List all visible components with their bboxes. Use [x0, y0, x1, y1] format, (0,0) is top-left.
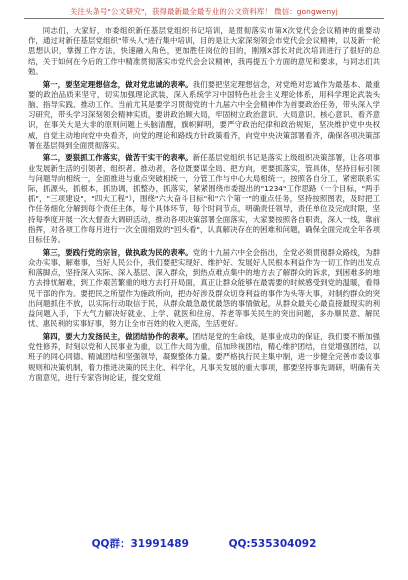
paragraph-text: 党的十九届六中全会指出，全党必须贯彻群众路线，为群众办实事、解难事，当好人民公仆，我们要把实现好、维护好、发展好人民根本利益作为一切工作的出发点和落脚点，坚持深入实际、深入基层、深入群众，到热点难点集中的地方去了解群众的诉求，到困难多的地方去排忧解难，到工作艰苦繁重的地方去打开局面，真正让群众能够在最需要的时候感受到党的温暖，看得见干部的作为。要把民之所望作为施政所向，把办好涉及群众切身利益的事作为头等大事，对制约群众的突出问题抓住不放，以实际行动取信于民，从群众最急最忧最怨的事情做起，从群众最关心最直接最现实的利益问题入手，下大气力解决好就业、上学、就医和住房、养老等事关民生的突出问题，多办顺民意、解民忧、惠民利的实事好事，努力让全市百姓的收入更高，生活更好。 — [28, 247, 380, 329]
paragraph-opening — [28, 26, 380, 77]
paragraph-lead: 第一，要坚定理想信念，做对党忠诚的表率。 — [42, 79, 193, 89]
paragraph-text: 新任基层党组织书记是落实上级组织决策部署，让各项事业发展新生活的引领者、组织者、推动者，各位既要谋全局、把方向，更要抓落实，管具体，坚持目标引领与问题导向相统一，全面推进与重点突破相统一，分管工作与中心大局相统一，按照各自分工，紧密联系实际，抓源头，抓根本，抓协调，抓整办，抓落实，紧紧围绕市委提出的"1234"工作思路（一个目标，"两手抓"，"三项建设"，"四大工程"），围绕"六大奋斗目标"和"六个第一"的重点任务，坚持按照图表，及时把工作任务细化分解到每个责任主体，每个具体环节，每个时间节点，明确责任领导，责任单位及完成时限，坚持每季度开展一次大督查大调研活动，推动各项决策部署全面落实，大家要按照各自职责，深入一线，靠前指挥，对各项工作每月进行一次全面细致的"回头看"，认真解决存在的困难和问题，确保全面完成全年各项目标任务。 — [28, 153, 380, 245]
page-header: 关注头条号"公文研究"，获得最新最全最专业的公文资料库！ 微信：gongwenyj — [70, 7, 338, 16]
paragraph-lead: 第四，要大力发扬民主，做团结协作的表率。 — [42, 331, 193, 341]
paragraph-text: 我们要把坚定理想信念，对党绝对忠诚作为最基本、最重要的政治品质来坚守，切实加强理论武装，深入系统学习中国特色社会主义理论体系，用科学理论武装头脑、指导实践、推动工作。当前尤其是要学习贯彻党的十九届六中全会精神作为首要政治任务，带头深入学习研究，带头学习深刻领会精神实质，要讲政治顾大局，牢固树立政治意识、大局意识、核心意识、看齐意识，在事关大是大非的原则问题上头脑清醒，旗帜鲜明，要严守政治纪律和政治规矩，坚决维护党中央权威，自觉主动地向党中央看齐，向党的理论和路线方针政策看齐，向党中央决策部署看齐，确保各项决策部署在基层得到全面贯彻落实。 — [28, 79, 380, 150]
page-footer — [0, 536, 408, 551]
paragraph-point-two — [28, 153, 380, 245]
header-divider — [24, 18, 384, 19]
document-body — [28, 26, 380, 528]
paragraph-text: 团结是党的生命线，是事业成功的保证，我们要不断加强党性修养，时刻以党和人民事业为重，以工作大局为重，倍加珍视团结，精心维护团结，自觉增强团结，以班子的同心同德、精诚团结和坚强领导，凝聚整体力量。要严格执行民主集中制，进一步健全完善市委议事规则和决策机制，着力推进决策的民主化、科学化，凡事关发展的重大事项，都要坚持事先调研，明确有关方面意见，进行专家咨询论证，提交党组 — [28, 331, 380, 382]
qq-group-number: QQ群：31991489 — [91, 538, 189, 550]
paragraph-text: 同志们，大家好，市委组织新任基层党组织书记培训，是贯彻落实市第X次党代会会议精神的重要动作，通过对新任基层党组织"带头人"进行集中培训，目的是让大家深刻领会市党代会会议精神，以及新一轮思想认识，掌握工作方法，快速融入角色，更加胜任岗位的目的，刚刚X部长对此次培训进行了很好的总结，关于如何在今后的工作中精准贯彻落实市党代会会议精神，我再提五个方面的意见和要求，与同志们共勉。 — [28, 26, 380, 76]
paragraph-point-four — [28, 332, 380, 383]
qq-contact-number: QQ:535304092 — [228, 538, 317, 550]
paragraph-lead: 第二，要狠抓工作落实，做苦干实干的表率。 — [42, 153, 193, 163]
paragraph-lead: 第三，要践行党的宗旨，做执政为民的表率。 — [42, 247, 193, 257]
paragraph-point-one — [28, 80, 380, 151]
paragraph-point-three — [28, 248, 380, 330]
